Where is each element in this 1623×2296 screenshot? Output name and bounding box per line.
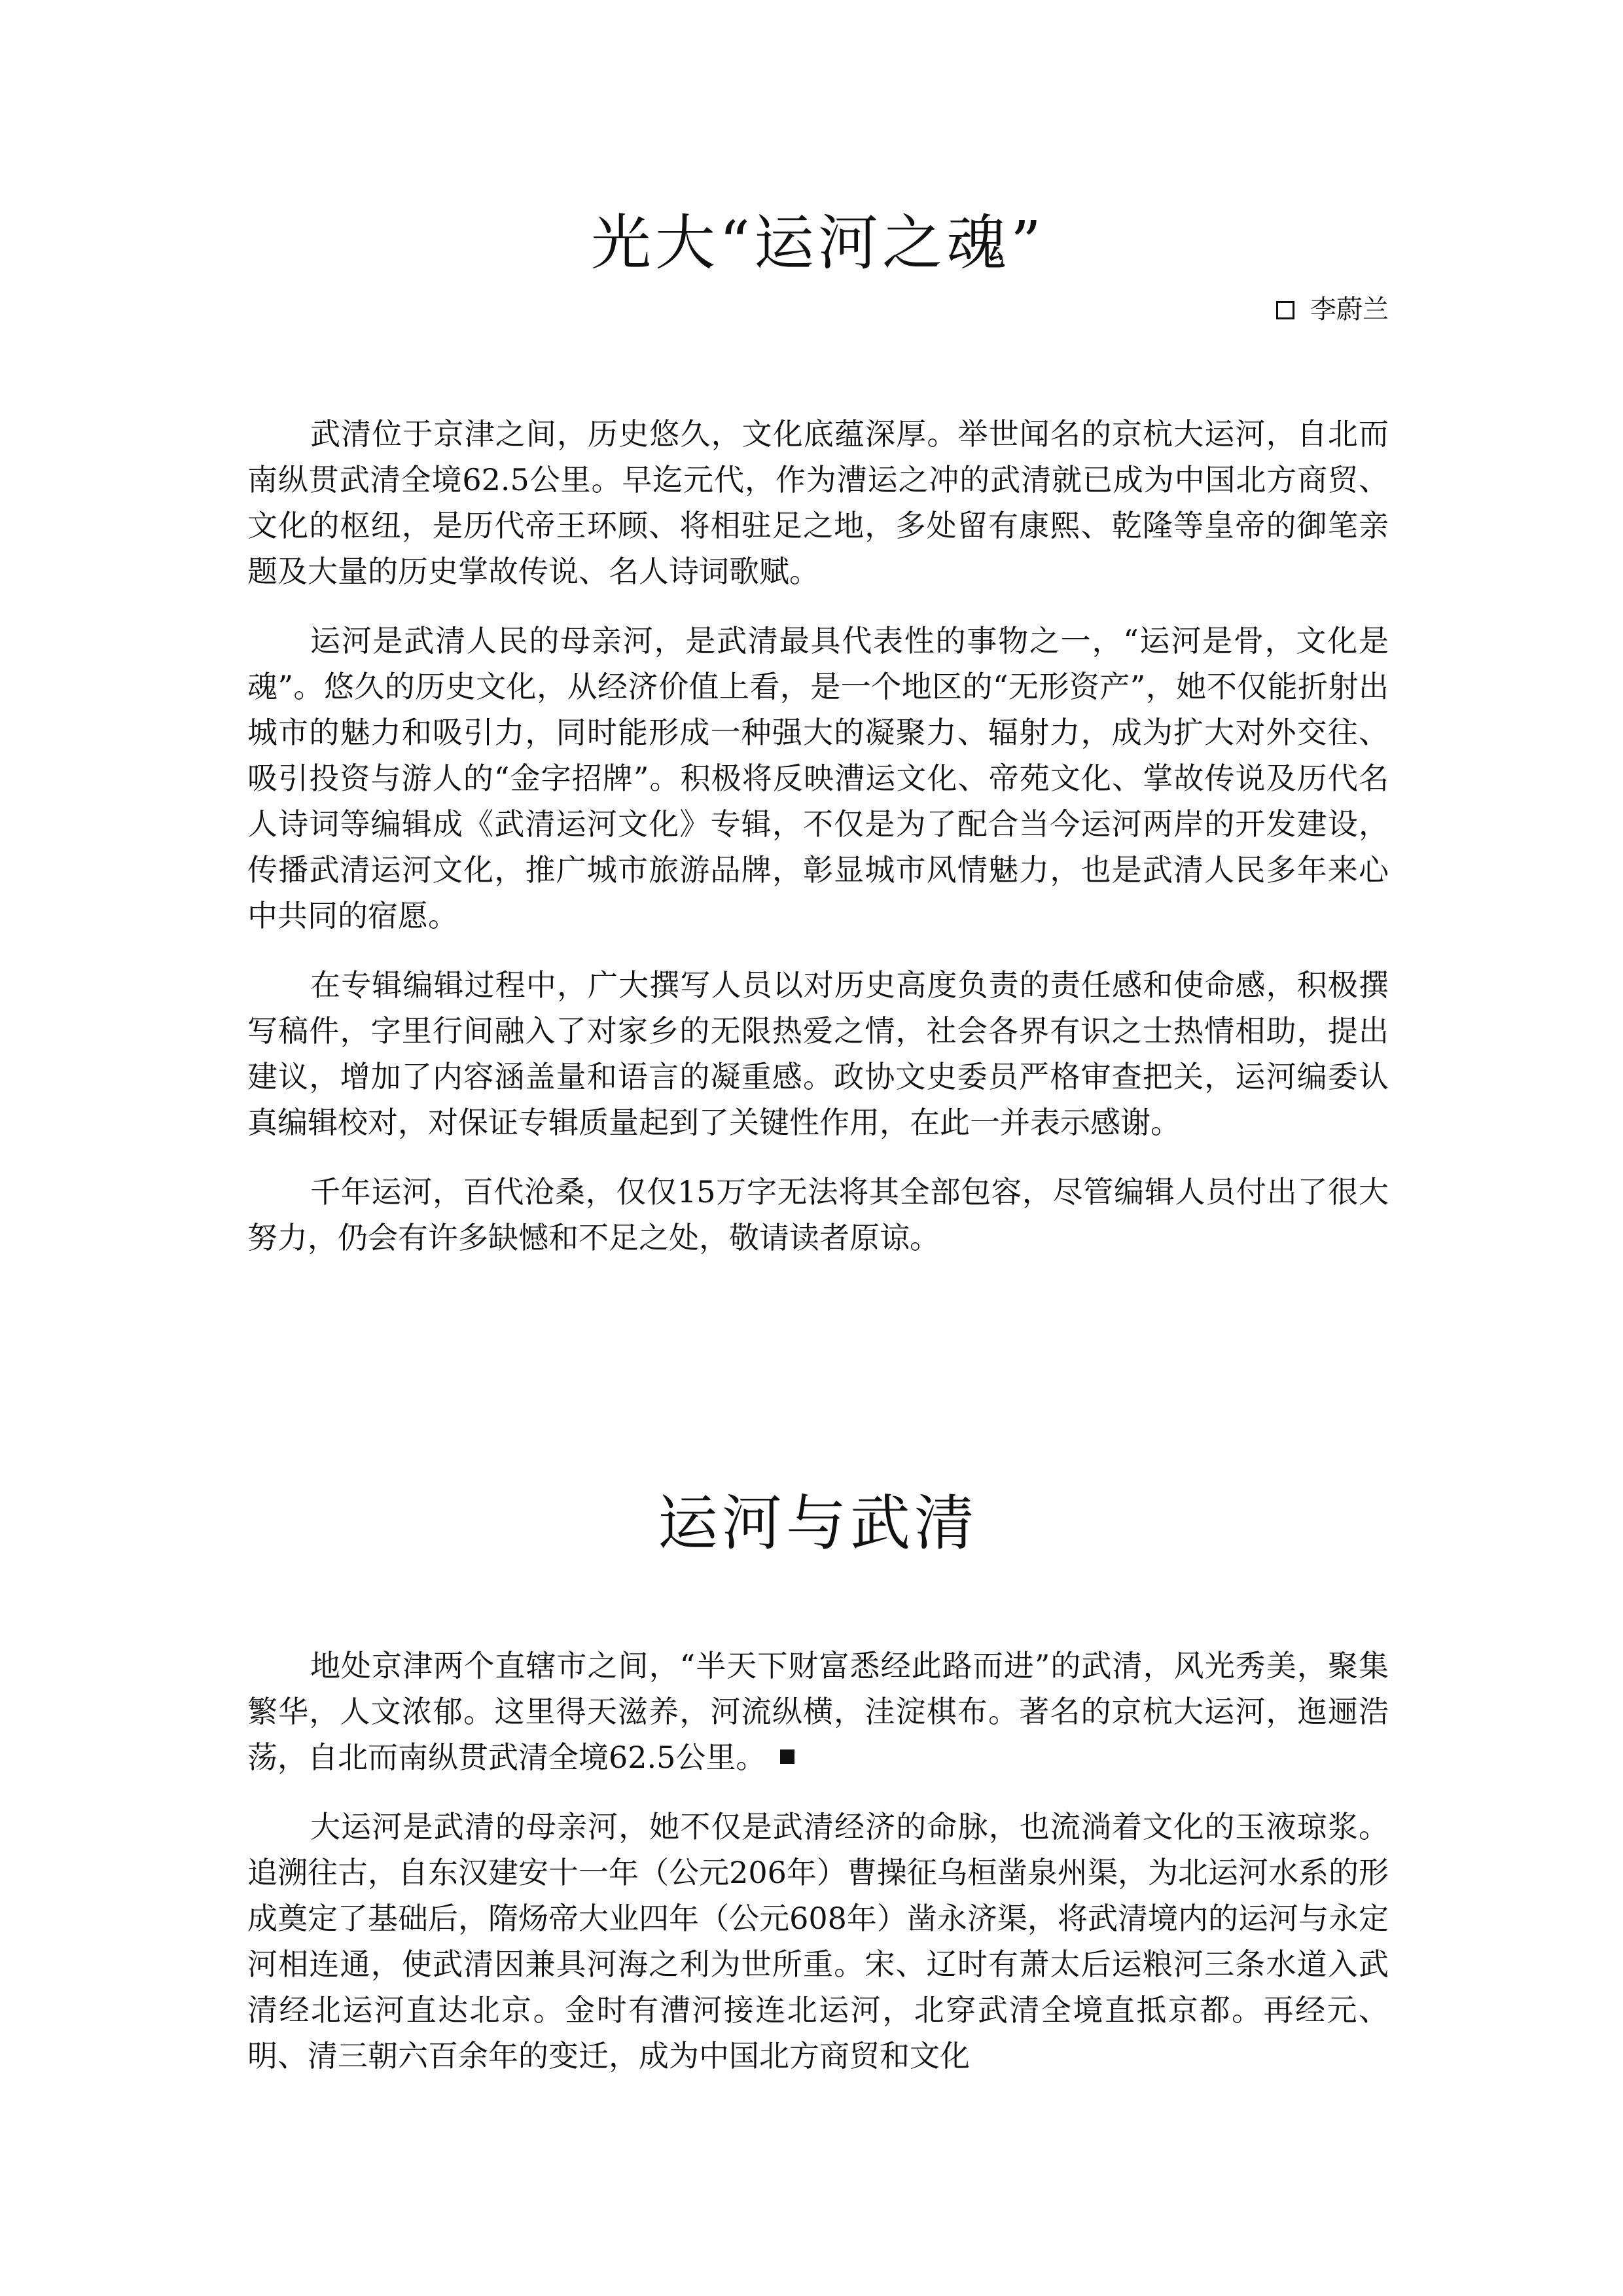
document-page <box>247 0 1389 2296</box>
article-body-1 <box>247 411 1389 1284</box>
paragraph: 武清位于京津之间，历史悠久，文化底蕴深厚。举世闻名的京杭大运河，自北而南纵贯武清全境62.5公里。早迄元代，作为漕运之冲的武清就已成为中国北方商贸、文化的枢纽，是历代帝王环顾、将相驻足之地，多处留有康熙、乾隆等皇帝的御笔亲题及大量的历史掌故传说、名人诗词歌赋。 <box>247 416 1389 589</box>
paragraph: 在专辑编辑过程中，广大撰写人员以对历史高度负责的责任感和使命感，积极撰写稿件，字里行间融入了对家乡的无限热爱之情，社会各界有识之士热情相助，提出建议，增加了内容涵盖量和语言的凝重感。政协文史委员严格审查把关，运河编委认真编辑校对，对保证专辑质量起到了关键性作用，在此一并表示感谢。 <box>247 967 1389 1140</box>
article-title-1: 光大“运河之魂” <box>590 208 1046 278</box>
author-byline <box>1276 293 1389 326</box>
article-title-2: 运河与武清 <box>657 1488 978 1558</box>
paragraph: 运河是武清人民的母亲河，是武清最具代表性的事物之一，“运河是骨，文化是魂”。悠久的历史文化，从经济价值上看，是一个地区的“无形资产”，她不仅能折射出城市的魅力和吸引力，同时能形成一种强大的凝聚力、辐射力，成为扩大对外交往、吸引投资与游人的“金字招牌”。积极将反映漕运文化、帝苑文化、掌故传说及历代名人诗词等编辑成《武清运河文化》专辑，不仅是为了配合当今运河两岸的开发建设，传播武清运河文化，推广城市旅游品牌，彰显城市风情魅力，也是武清人民多年来心中共同的宿愿。 <box>247 623 1389 933</box>
paragraph-text: 地处京津两个直辖市之间，“半天下财富悉经此路而进”的武清，风光秀美，聚集繁华，人文浓郁。这里得天滋养，河流纵横，洼淀棋布。著名的京杭大运河，迤逦浩荡，自北而南纵贯武清全境62.5公里。 <box>247 1648 1389 1775</box>
author-name: 李蔚兰 <box>1310 295 1389 325</box>
paragraph <box>247 1643 1389 1780</box>
article-body-2 <box>247 1643 1389 2102</box>
end-square-icon <box>780 1749 794 1764</box>
paragraph: 大运河是武清的母亲河，她不仅是武清经济的命脉，也流淌着文化的玉液琼浆。追溯往古，自东汉建安十一年（公元206年）曹操征乌桓凿泉州渠，为北运河水系的形成奠定了基础后，隋炀帝大业四年（公元608年）凿永济渠，将武清境内的运河与永定河相连通，使武清因兼具河海之利为世所重。宋、辽时有萧太后运粮河三条水道入武清经北运河直达北京。金时有漕河接连北运河，北穿武清全境直抵京都。再经元、明、清三朝六百余年的变迁，成为中国北方商贸和文化 <box>247 1809 1389 2073</box>
paragraph: 千年运河，百代沧桑，仅仅15万字无法将其全部包容，尽管编辑人员付出了很大努力，仍会有许多缺憾和不足之处，敬请读者原谅。 <box>247 1174 1389 1255</box>
square-bullet-icon <box>1276 301 1294 319</box>
